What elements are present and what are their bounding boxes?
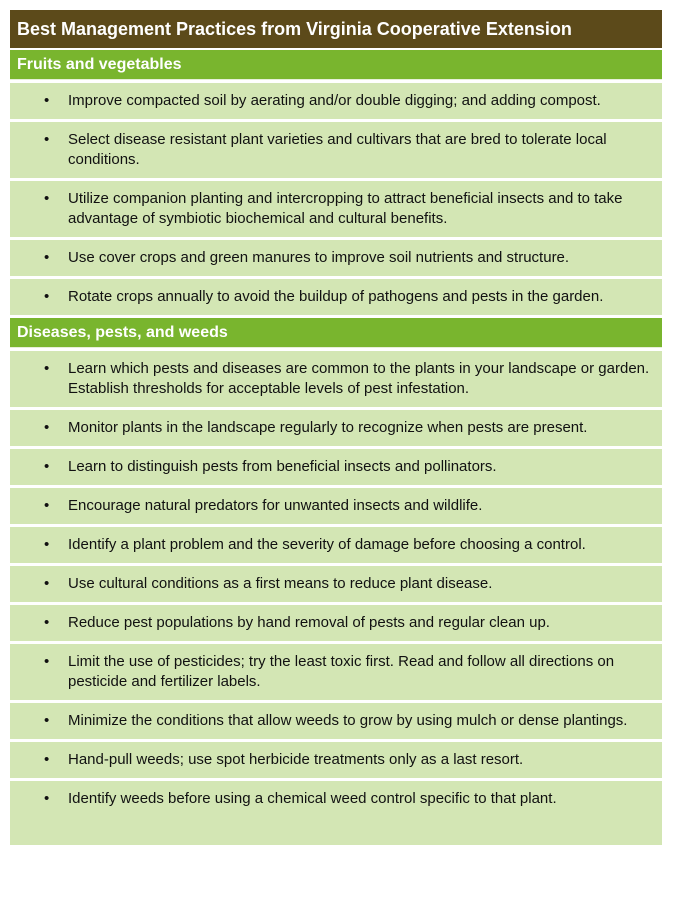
list-item (10, 566, 662, 602)
list-item-text: Improve compacted soil by aerating and/or double digging; and adding compost. (68, 92, 601, 109)
list-item (10, 605, 662, 641)
bullet-icon: • (44, 653, 50, 670)
list-item-text: Minimize the conditions that allow weeds to grow by using mulch or dense plantings. (68, 712, 628, 729)
section-heading-fruits-vegetables: Fruits and vegetables (10, 50, 662, 80)
bullet-icon: • (44, 614, 50, 631)
bullet-icon: • (44, 131, 50, 148)
list-item (10, 488, 662, 524)
list-item (10, 644, 662, 700)
bullet-icon: • (44, 419, 50, 436)
list-item-text: Identify weeds before using a chemical weed control specific to that plant. (68, 790, 557, 807)
list-item-text: Use cover crops and green manures to improve soil nutrients and structure. (68, 249, 570, 266)
list-item-text: Rotate crops annually to avoid the buildup of pathogens and pests in the garden. (68, 288, 604, 305)
section-heading-diseases-pests-weeds: Diseases, pests, and weeds (10, 318, 662, 348)
bullet-icon: • (44, 497, 50, 514)
bullet-icon: • (44, 249, 50, 266)
bullet-icon: • (44, 92, 50, 109)
table-title: Best Management Practices from Virginia Cooperative Extension (10, 10, 662, 48)
list-item (10, 122, 662, 178)
best-practices-table (10, 10, 662, 848)
list-item-text: Monitor plants in the landscape regularly to recognize when pests are present. (68, 419, 588, 436)
bullet-icon: • (44, 790, 50, 807)
list-item (10, 703, 662, 739)
list-item (10, 351, 662, 407)
list-item-text: Select disease resistant plant varieties and cultivars that are bred to tolerate local conditions. (68, 131, 607, 168)
bullet-icon: • (44, 712, 50, 729)
bullet-icon: • (44, 575, 50, 592)
list-item (10, 742, 662, 778)
bullet-icon: • (44, 751, 50, 768)
list-item-text: Utilize companion planting and intercropping to attract beneficial insects and to take advantage of symbiotic biochemical and cultural benefits. (68, 190, 623, 227)
list-item-text: Learn which pests and diseases are common to the plants in your landscape or garden. Establish thresholds for acceptable levels of pest infestation. (68, 360, 650, 397)
list-item (10, 449, 662, 485)
list-item-text: Encourage natural predators for unwanted insects and wildlife. (68, 497, 483, 514)
list-item-text: Reduce pest populations by hand removal of pests and regular clean up. (68, 614, 550, 631)
list-item (10, 279, 662, 315)
list-item (10, 83, 662, 119)
bullet-icon: • (44, 288, 50, 305)
list-item (10, 527, 662, 563)
list-item-text: Limit the use of pesticides; try the least toxic first. Read and follow all directions on pesticide and fertilizer labels. (68, 653, 615, 690)
bullet-icon: • (44, 360, 50, 377)
list-item (10, 240, 662, 276)
list-item-text: Use cultural conditions as a first means to reduce plant disease. (68, 575, 493, 592)
list-item (10, 181, 662, 237)
bullet-icon: • (44, 536, 50, 553)
bullet-icon: • (44, 458, 50, 475)
list-item-text: Hand-pull weeds; use spot herbicide treatments only as a last resort. (68, 751, 524, 768)
list-item (10, 410, 662, 446)
list-item (10, 781, 662, 845)
list-item-text: Identify a plant problem and the severity of damage before choosing a control. (68, 536, 586, 553)
list-item-text: Learn to distinguish pests from beneficial insects and pollinators. (68, 458, 497, 475)
bullet-icon: • (44, 190, 50, 207)
